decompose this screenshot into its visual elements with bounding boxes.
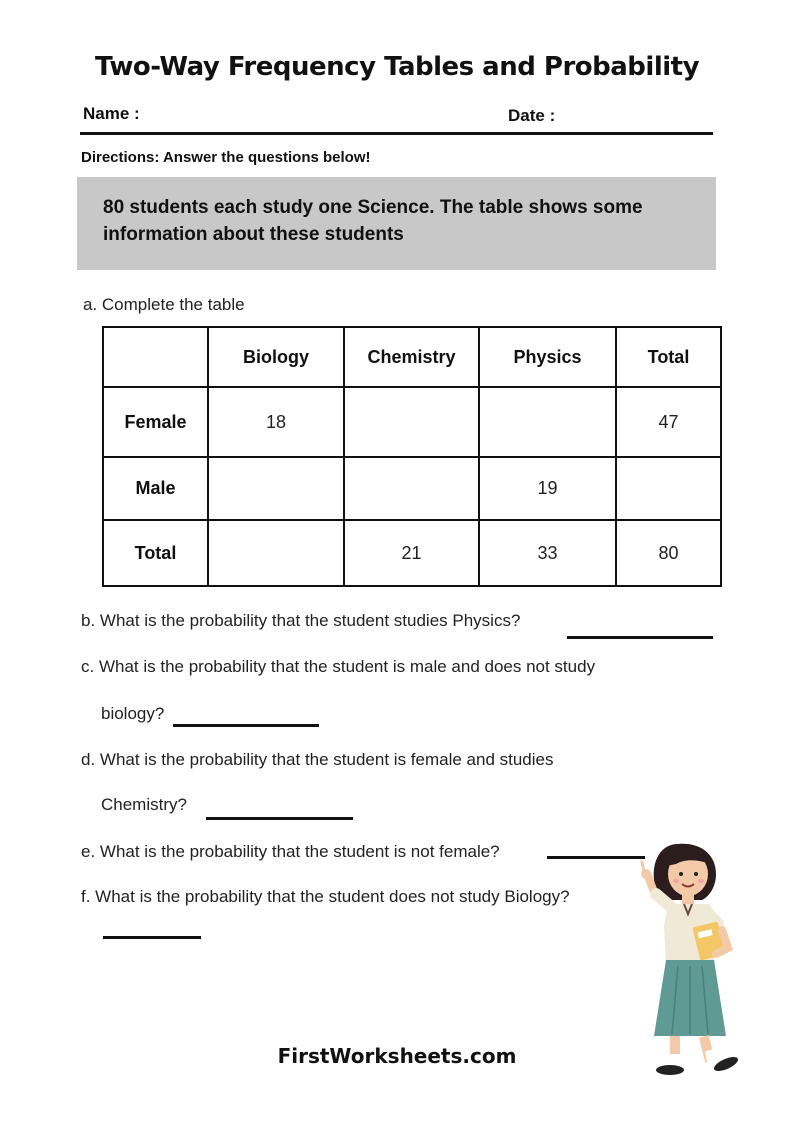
table-row bbox=[103, 387, 721, 457]
table-cell bbox=[208, 520, 344, 586]
table-header-cell: Chemistry bbox=[344, 327, 479, 387]
question-a: a. Complete the table bbox=[83, 295, 245, 314]
table-cell bbox=[344, 457, 479, 520]
name-label: Name : bbox=[83, 104, 140, 123]
info-text: 80 students each study one Science. The table shows some information about these students bbox=[103, 197, 643, 245]
table-cell: 80 bbox=[616, 520, 721, 586]
table-cell bbox=[208, 457, 344, 520]
answer-blank-d[interactable] bbox=[206, 817, 353, 820]
question-d-line2: Chemistry? bbox=[101, 795, 187, 814]
name-date-rule bbox=[80, 132, 713, 135]
table-cell: 47 bbox=[616, 387, 721, 457]
table-header-cell bbox=[103, 327, 208, 387]
answer-blank-b[interactable] bbox=[567, 636, 713, 639]
table-cell bbox=[344, 387, 479, 457]
table-cell: 18 bbox=[208, 387, 344, 457]
footer-brand: FirstWorksheets.com bbox=[277, 1044, 517, 1068]
answer-blank-c[interactable] bbox=[173, 724, 319, 727]
girl-holding-book-icon bbox=[630, 836, 752, 1084]
page-title: Two-Way Frequency Tables and Probability bbox=[94, 52, 700, 82]
question-f: f. What is the probability that the student does not study Biology? bbox=[81, 887, 570, 906]
table-row bbox=[103, 457, 721, 520]
question-c-line2: biology? bbox=[101, 704, 165, 723]
table-cell bbox=[616, 457, 721, 520]
table-row bbox=[103, 520, 721, 586]
date-label: Date : bbox=[508, 106, 556, 125]
row-header-cell: Total bbox=[103, 520, 208, 586]
info-box bbox=[77, 177, 716, 270]
table-header-cell: Total bbox=[616, 327, 721, 387]
frequency-table bbox=[102, 326, 722, 587]
question-e: e. What is the probability that the student is not female? bbox=[81, 842, 500, 861]
question-b: b. What is the probability that the student studies Physics? bbox=[81, 611, 521, 630]
table-header-cell: Biology bbox=[208, 327, 344, 387]
table-cell: 19 bbox=[479, 457, 616, 520]
row-header-cell: Female bbox=[103, 387, 208, 457]
table-cell bbox=[479, 387, 616, 457]
row-header-cell: Male bbox=[103, 457, 208, 520]
table-cell: 33 bbox=[479, 520, 616, 586]
question-c-line1: c. What is the probability that the student is male and does not study bbox=[81, 657, 596, 676]
table-header-cell: Physics bbox=[479, 327, 616, 387]
directions: Directions: Answer the questions below! bbox=[81, 149, 371, 166]
table-cell: 21 bbox=[344, 520, 479, 586]
question-d-line1: d. What is the probability that the student is female and studies bbox=[81, 750, 554, 769]
answer-blank-f[interactable] bbox=[103, 936, 201, 939]
